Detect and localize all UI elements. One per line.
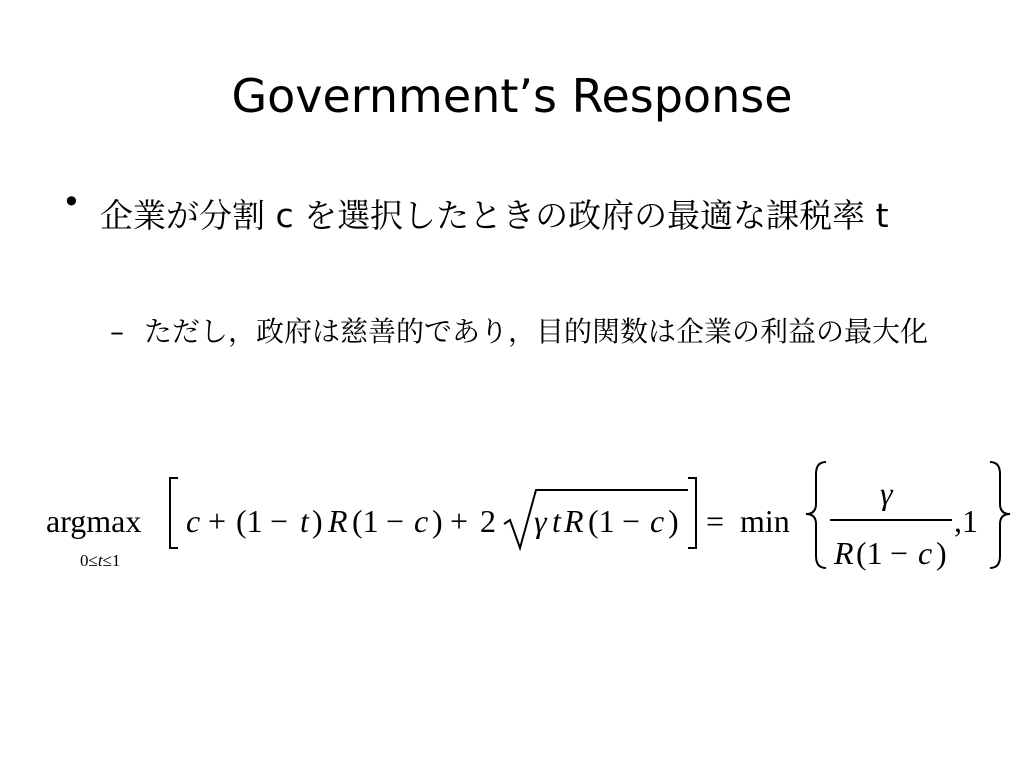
bullet-text: 企業が分割 c を選択したときの政府の最適な課税率 t bbox=[100, 196, 889, 235]
min-operator: min bbox=[740, 503, 790, 539]
var-gamma-1: γ bbox=[534, 503, 547, 539]
op-minus-2: − bbox=[386, 503, 405, 539]
var-R-1: R bbox=[328, 503, 348, 539]
optimal-tax-formula bbox=[0, 452, 1024, 586]
var-c-3: c bbox=[650, 503, 665, 539]
var-gamma-2: γ bbox=[880, 475, 893, 511]
var-c-2: c bbox=[414, 503, 429, 539]
coef-two: 2 bbox=[480, 503, 496, 539]
var-R-2: R bbox=[564, 503, 584, 539]
paren-one-4: (1 bbox=[856, 535, 883, 571]
op-plus-1: + bbox=[208, 503, 227, 539]
paren-close-4: ) bbox=[936, 535, 947, 571]
var-t: t bbox=[300, 503, 309, 539]
sub-bullet-marker: – bbox=[110, 315, 124, 348]
op-minus-4: − bbox=[890, 535, 909, 571]
slide-title: Government’s Response bbox=[231, 69, 793, 123]
paren-close-3: ) bbox=[668, 503, 679, 539]
sub-bullet-text: ただし，政府は慈善的であり，目的関数は企業の利益の最大化 bbox=[144, 315, 929, 348]
paren-one-2: (1 bbox=[352, 503, 379, 539]
var-t-2: t bbox=[552, 503, 561, 539]
op-equals: = bbox=[706, 503, 725, 539]
op-minus-3: − bbox=[622, 503, 641, 539]
bullet-marker: • bbox=[62, 183, 81, 221]
var-c: c bbox=[186, 503, 201, 539]
var-c-4: c bbox=[918, 535, 933, 571]
paren-one-1: (1 bbox=[236, 503, 263, 539]
argmax-range: 0≤t≤1 bbox=[80, 551, 121, 570]
left-bracket bbox=[170, 478, 178, 548]
var-R-3: R bbox=[834, 535, 854, 571]
argmax-operator: argmax bbox=[46, 503, 142, 539]
paren-one-3: (1 bbox=[588, 503, 615, 539]
left-brace bbox=[806, 462, 826, 568]
op-minus-1: − bbox=[270, 503, 289, 539]
paren-close-2: ) bbox=[432, 503, 443, 539]
right-bracket bbox=[688, 478, 696, 548]
paren-close-1: ) bbox=[312, 503, 323, 539]
right-brace bbox=[990, 462, 1010, 568]
op-plus-2: + bbox=[450, 503, 469, 539]
comma-one: ,1 bbox=[954, 503, 978, 539]
